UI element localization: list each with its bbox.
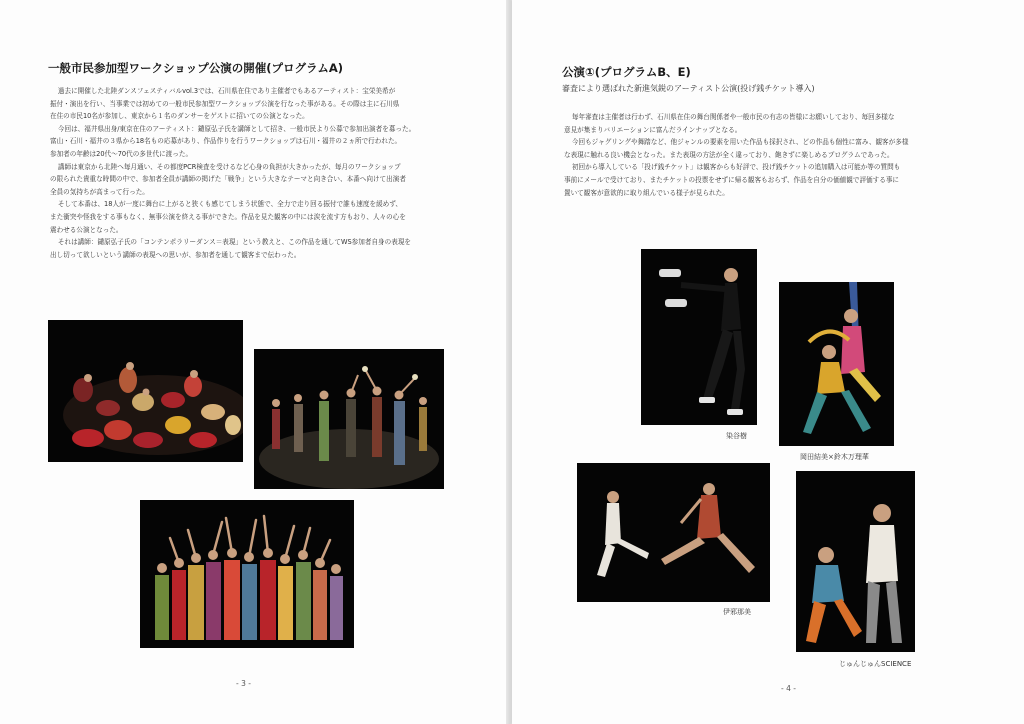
caption-lunge: 伊邪那美 bbox=[723, 608, 751, 616]
body-line: 意見が集まりバリエーションに富んだラインナップとなる。 bbox=[564, 125, 742, 134]
right-page-subheading: 審査により選ばれた新進気鋭のアーティスト公演(投げ銭チケット導入) bbox=[562, 84, 815, 93]
right-page bbox=[512, 0, 1024, 724]
body-line: 震わせる公演となった。 bbox=[50, 225, 123, 234]
body-line: 毎年審査は主催者は行わず、石川県在住の舞台関係者や一般市民の有志の皆様にお願いしており、毎回多様な bbox=[571, 113, 895, 121]
right-page-number: - 4 - bbox=[781, 684, 796, 693]
performer-photo-science bbox=[796, 471, 915, 652]
left-page-heading: 一般市民参加型ワークショップ公演の開催(プログラムA) bbox=[48, 61, 344, 75]
performer-photo-juggler bbox=[641, 249, 757, 425]
workshop-photo-floor bbox=[48, 320, 243, 462]
performer-photo-lunge bbox=[577, 463, 770, 602]
body-line: 在住の市民10名が参加し、東京から１名のダンサーをゲストに招いての公演となった。 bbox=[50, 112, 309, 121]
body-line: 置いて観客が意欲的に取り組んでいる様子が見られた。 bbox=[564, 188, 729, 197]
workshop-photo-group bbox=[140, 500, 354, 648]
body-line: それは講師：鑓原弘子氏の「コンテンポラリーダンス＝表現」という教えと、この作品を通してWS参加者自身の表現を bbox=[57, 238, 412, 247]
body-line: 今回もジャグリングや舞踏など、他ジャンルの要素を用いた作品も採択され、どの作品も個性に富み、観客が多様 bbox=[571, 138, 909, 147]
body-line: また衝突や怪我をする事もなく、無事公演を終える事ができた。作品を見た観客の中には涙を流す方もおり、人々の心を bbox=[50, 212, 406, 221]
body-line: 参加者の年齢は20代〜70代の多世代に渡った。 bbox=[50, 149, 193, 158]
body-line: 初回から導入している「投げ銭チケット」は観客からも好評で、投げ銭チケットの追加購入は可能か等の質問も bbox=[571, 163, 901, 172]
caption-juggler: 染谷樹 bbox=[726, 432, 747, 440]
body-line: 過去に開催した北陸ダンスフェスティバルvol.3では、石川県在住であり主催者でもあるアーティスト：宝栄美希が bbox=[57, 87, 396, 95]
body-line: 振付・演出を行い、当事業では初めての一般市民参加型ワークショップ公演を行なった事がある。その際は主に石川県 bbox=[50, 99, 400, 108]
caption-science: じゅんじゅんSCIENCE bbox=[839, 660, 912, 668]
body-line: 今回は、福井県出身/東京在住のアーティスト：鑓原弘子氏を講師として招き、一般市民より公募で参加出演者を募った。 bbox=[57, 124, 416, 133]
left-page-number: - 3 - bbox=[236, 679, 251, 688]
body-line: な表現に触れる良い機会となった。また表現の方法が全く違っており、飽きずに楽しめるプログラムであった。 bbox=[564, 150, 894, 159]
performer-photo-duo bbox=[779, 282, 894, 446]
left-page bbox=[0, 0, 508, 724]
body-line: の限られた貴重な時間の中で、参加者全員が講師の掲げた「戦争」という大きなテーマと向き合い、本番へ向けて出演者 bbox=[50, 175, 406, 184]
body-line: 講師は東京から北陸へ毎月通い、その都度PCR検査を受けるなど心身の負担が大きかったが、毎月のワークショップ bbox=[57, 162, 401, 171]
body-line: 事前にメールで受けており、またチケットの投票をせずに帰る観客もおらず、作品を自分の価値観で評価する事に bbox=[564, 175, 900, 184]
right-page-heading: 公演①(プログラムB、E) bbox=[562, 65, 691, 79]
left-page-body-text bbox=[50, 85, 415, 261]
right-page-body-text bbox=[564, 111, 908, 199]
body-line: 全員の気持ちが高まって行った。 bbox=[50, 187, 149, 196]
body-line: そして本番は、18人が一度に舞台に上がると狭くも感じてしまう状態で、全力で走り回る振付で誰も速度を緩めず、 bbox=[57, 200, 402, 209]
body-line: 富山・石川・福井の３県から18名もの応募があり、作品作りを行うワークショップは石川・福井の２ヵ所で行われた。 bbox=[50, 137, 402, 146]
workshop-photo-standing bbox=[254, 349, 444, 489]
body-line: 出し切って欲しいという講師の表現への思いが、参加者を通して観客まで伝わった。 bbox=[50, 250, 301, 259]
caption-duo: 岡田結美×鈴木万理華 bbox=[800, 453, 869, 461]
